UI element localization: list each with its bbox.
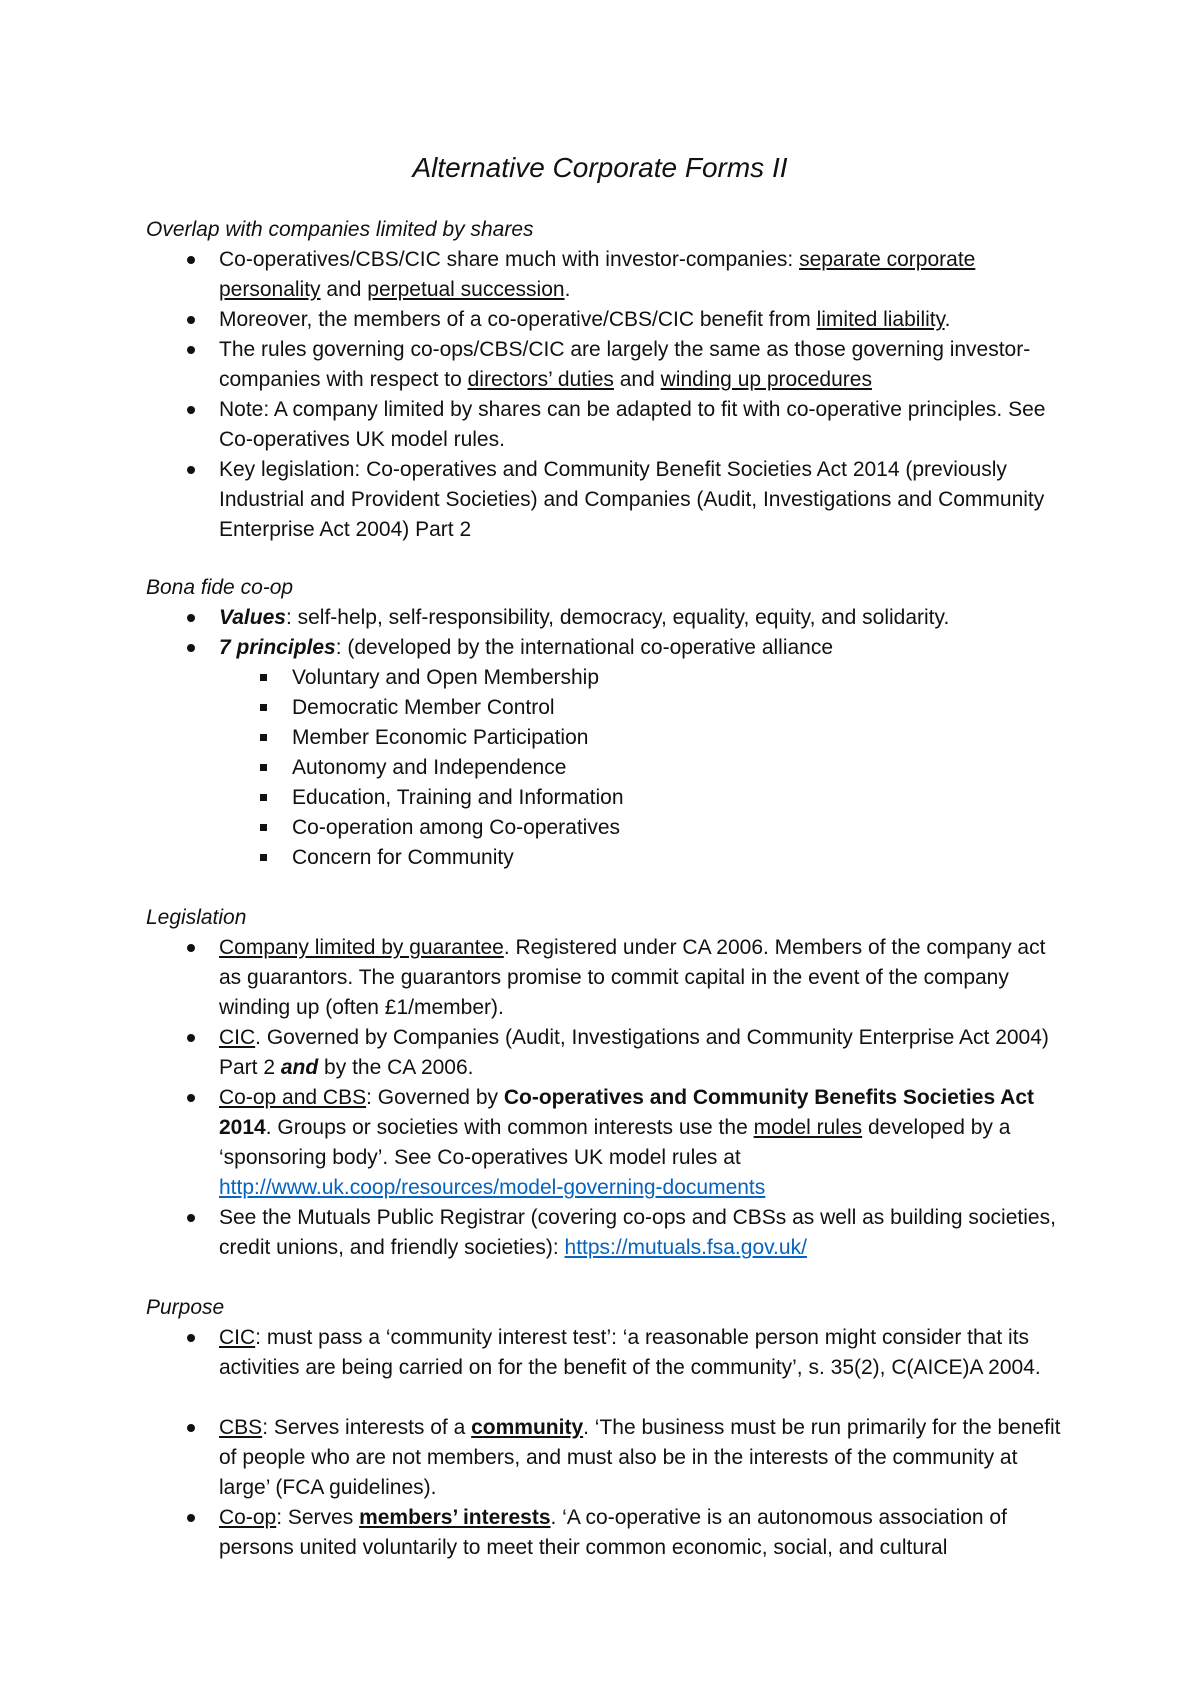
list-item: See the Mutuals Public Registrar (covering co-ops and CBSs as well as building societies, credit unions, and friendly societies): https://mutuals.fsa.gov.uk/	[219, 1203, 1069, 1263]
model-rules-link[interactable]: http://www.uk.coop/resources/model-governing-documents	[219, 1176, 766, 1199]
section-heading-legislation: Legislation	[146, 906, 247, 929]
list-item: CIC: must pass a ‘community interest test’: ‘a reasonable person might consider that its activities are being carried on for the benefit of the community’, s. 35(2), C(AICE)A 2004.	[219, 1323, 1069, 1383]
section-heading-bonafide: Bona fide co-op	[146, 576, 294, 599]
list-item: Co-op: Serves members’ interests. ‘A co-operative is an autonomous association of persons united voluntarily to meet their common economic, social, and cultural	[219, 1503, 1069, 1563]
principle-item: Concern for Community	[292, 843, 1052, 873]
principle-item: Democratic Member Control	[292, 693, 1052, 723]
list-item: CBS: Serves interests of a community. ‘The business must be run primarily for the benefit of people who are not members, and must also be in the interests of the community at large’ (FCA guidelines).	[219, 1413, 1069, 1503]
list-item: Company limited by guarantee. Registered under CA 2006. Members of the company act as guarantors. The guarantors promise to commit capital in the event of the company winding up (often £1/member).	[219, 933, 1069, 1023]
principle-item: Voluntary and Open Membership	[292, 663, 1052, 693]
principle-item: Education, Training and Information	[292, 783, 1052, 813]
list-item: Co-operatives/CBS/CIC share much with investor-companies: separate corporate personality and perpetual succession.	[219, 245, 1069, 305]
list-item: 7 principles: (developed by the international co-operative alliance	[219, 633, 1069, 663]
page-title: Alternative Corporate Forms II	[412, 152, 788, 183]
principle-item: Member Economic Participation	[292, 723, 1052, 753]
section-heading-purpose: Purpose	[146, 1296, 225, 1319]
list-item: The rules governing co-ops/CBS/CIC are largely the same as those governing investor-companies with respect to directors’ duties and winding up procedures	[219, 335, 1069, 395]
list-item: Key legislation: Co-operatives and Community Benefit Societies Act 2014 (previously Industrial and Provident Societies) and Companies (Audit, Investigations and Community Enterprise Act 2004) Part 2	[219, 455, 1069, 545]
section-heading-overlap: Overlap with companies limited by shares	[146, 218, 534, 241]
list-item: Moreover, the members of a co-operative/CBS/CIC benefit from limited liability.	[219, 305, 1069, 335]
list-item: Co-op and CBS: Governed by Co-operatives and Community Benefits Societies Act 2014. Groups or societies with common interests use the model rules developed by a ‘sponsoring body’. See Co-operatives UK model rules at http://www.uk.coop/resources/model-governing-documents	[219, 1083, 1069, 1203]
principle-item: Autonomy and Independence	[292, 753, 1052, 783]
list-item: CIC. Governed by Companies (Audit, Investigations and Community Enterprise Act 2004) Part 2 and by the CA 2006.	[219, 1023, 1069, 1083]
list-item: Note: A company limited by shares can be adapted to fit with co-operative principles. See Co-operatives UK model rules.	[219, 395, 1069, 455]
principle-item: Co-operation among Co-operatives	[292, 813, 1052, 843]
mutuals-registrar-link[interactable]: https://mutuals.fsa.gov.uk/	[564, 1236, 807, 1259]
list-item: Values: self-help, self-responsibility, democracy, equality, equity, and solidarity.	[219, 603, 1069, 633]
